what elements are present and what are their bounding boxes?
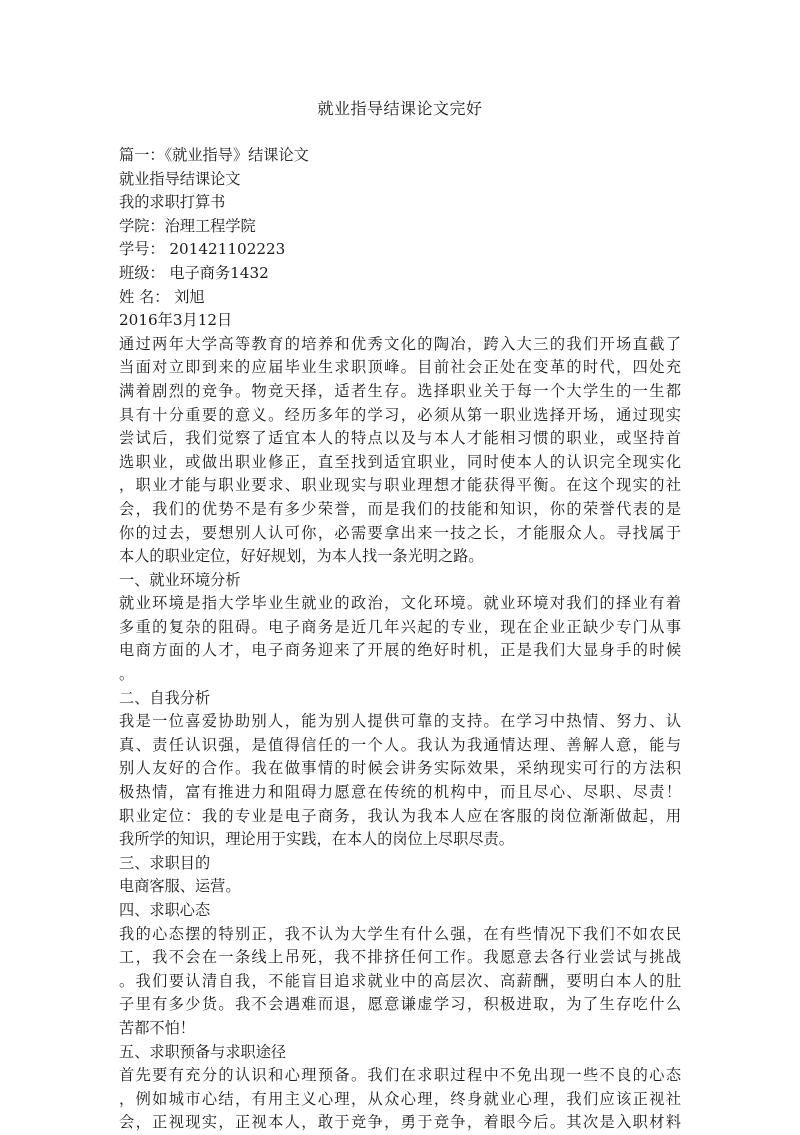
header-line: 班级： 电子商务1432	[119, 263, 269, 282]
paragraph-line: 尝试后，我们觉察了适宜本人的特点以及与本人才能相习惯的职业，或坚持首	[119, 429, 681, 448]
paragraph-line: 满着剧烈的竞争。物竞天择，适者生存。选择职业关于每一个大学生的一生都	[119, 381, 681, 400]
section-heading: 三、求职目的	[119, 853, 211, 872]
paragraph-line: 我是一位喜爱协助别人，能为别人提供可靠的支持。在学习中热情、努力、认	[119, 712, 681, 731]
section-self-analysis	[119, 687, 681, 852]
paragraph-line: ，职业才能与职业要求、职业现实与职业理想才能获得平衡。在这个现实的社	[119, 476, 681, 495]
section-heading: 一、就业环境分析	[119, 570, 241, 589]
paragraph-line: 我的心态摆的特别正，我不认为大学生有什么强，在有些情况下我们不如农民	[119, 924, 681, 943]
section-heading: 四、求职心态	[119, 901, 211, 919]
paragraph-line: 我所学的知识，理论用于实践，在本人的岗位上尽职尽责。	[119, 830, 514, 849]
paragraph-line: 子里有多少货。我不会遇难而退，愿意谦虚学习，积极进取，为了生存吃什么	[119, 995, 681, 1014]
paragraph-line: 职业定位：我的专业是电子商务，我认为我本人应在客服的岗位渐渐做起，用	[119, 806, 681, 825]
paragraph-line: 真、责任认识强，是值得信任的一个人。我认为我通情达理、善解人意，能与	[119, 735, 681, 754]
paragraph-line: 当面对立即到来的应届毕业生求职顶峰。目前社会正处在变革的时代，四处充	[119, 358, 681, 377]
paragraph-line: ，例如城市心结，有用主义心理，从众心理，终身就业心理，我们应该正视社	[119, 1089, 681, 1108]
section-job-preparation	[119, 1041, 681, 1135]
paragraph-line: 通过两年大学高等教育的培养和优秀文化的陶冶，跨入大三的我们开场直截了	[119, 334, 681, 353]
paragraph-line: 就业环境是指大学毕业生就业的政治，文化环境。就业环境对我们的择业有着	[119, 594, 681, 613]
document-body	[119, 144, 681, 1135]
paragraph-line: 会，我们的优势不是有多少荣誉，而是我们的技能和知识，你的荣誉代表的是	[119, 499, 681, 518]
paragraph-line: 具有十分重要的意义。经历多年的学习，必须从第一职业选择开场，通过现实	[119, 405, 681, 424]
section-job-mindset	[119, 899, 681, 1041]
paragraph-line: 别人友好的合作。我在做事情的时候会讲务实际效果，采纳现实可行的方法积	[119, 759, 681, 778]
header-line: 2016年3月12日	[119, 311, 233, 330]
section-heading: 二、自我分析	[119, 688, 211, 707]
intro-paragraph	[119, 333, 681, 569]
paragraph-line: 本人的职业定位，好好规划，为本人找一条光明之路。	[119, 547, 484, 566]
paragraph-line: 电商客服、运营。	[119, 877, 241, 896]
paragraph-line: 工，我不会在一条线上吊死，我不排挤任何工作。我愿意去各行业尝试与挑战	[119, 948, 681, 967]
document-title: 就业指导结课论文完好	[317, 99, 483, 118]
paragraph-line: 。我们要认清自我，不能盲目追求就业中的高层次、高薪酬，要明白本人的肚	[119, 971, 681, 990]
paragraph-line: 极热情，富有推进力和阻碍力愿意在传统的机构中，而且尽心、尽职、尽责！	[119, 783, 681, 802]
paragraph-line: 。	[119, 665, 135, 684]
header-line: 姓 名： 刘旭	[119, 287, 205, 306]
header-line: 我的求职打算书	[119, 193, 226, 212]
paragraph-line: 首先要有充分的认识和心理预备。我们在求职过程中不免出现一些不良的心态	[119, 1066, 681, 1085]
header-line: 就业指导结课论文	[119, 169, 241, 188]
paragraph-line: 苦都不怕！	[119, 1018, 195, 1037]
header-line: 学院：治理工程学院	[119, 216, 256, 235]
paragraph-line: 电商方面的人才，电子商务迎来了开展的绝好时机，正是我们大显身手的时候	[119, 641, 681, 660]
section-job-goal	[119, 852, 681, 899]
paragraph-line: 多重的复杂的阻碍。电子商务是近几年兴起的专业，现在企业正缺少专门从事	[119, 617, 681, 636]
paragraph-line: 你的过去，要想别人认可你，必需要拿出来一技之长，才能服众人。寻找属于	[119, 523, 681, 542]
paragraph-line: 会，正视现实，正视本人，敢于竞争，勇于竞争，着眼今后。其次是入职材料	[119, 1113, 681, 1132]
header-line: 篇一：《就业指导》结课论文	[119, 146, 309, 164]
header-line: 学号： 201421102223	[119, 240, 286, 259]
paragraph-line: 选职业，或做出职业修正，直至找到适宜职业，同时使本人的认识完全现实化	[119, 452, 681, 471]
section-employment-environment	[119, 569, 681, 687]
section-heading: 五、求职预备与求职途径	[119, 1042, 287, 1061]
